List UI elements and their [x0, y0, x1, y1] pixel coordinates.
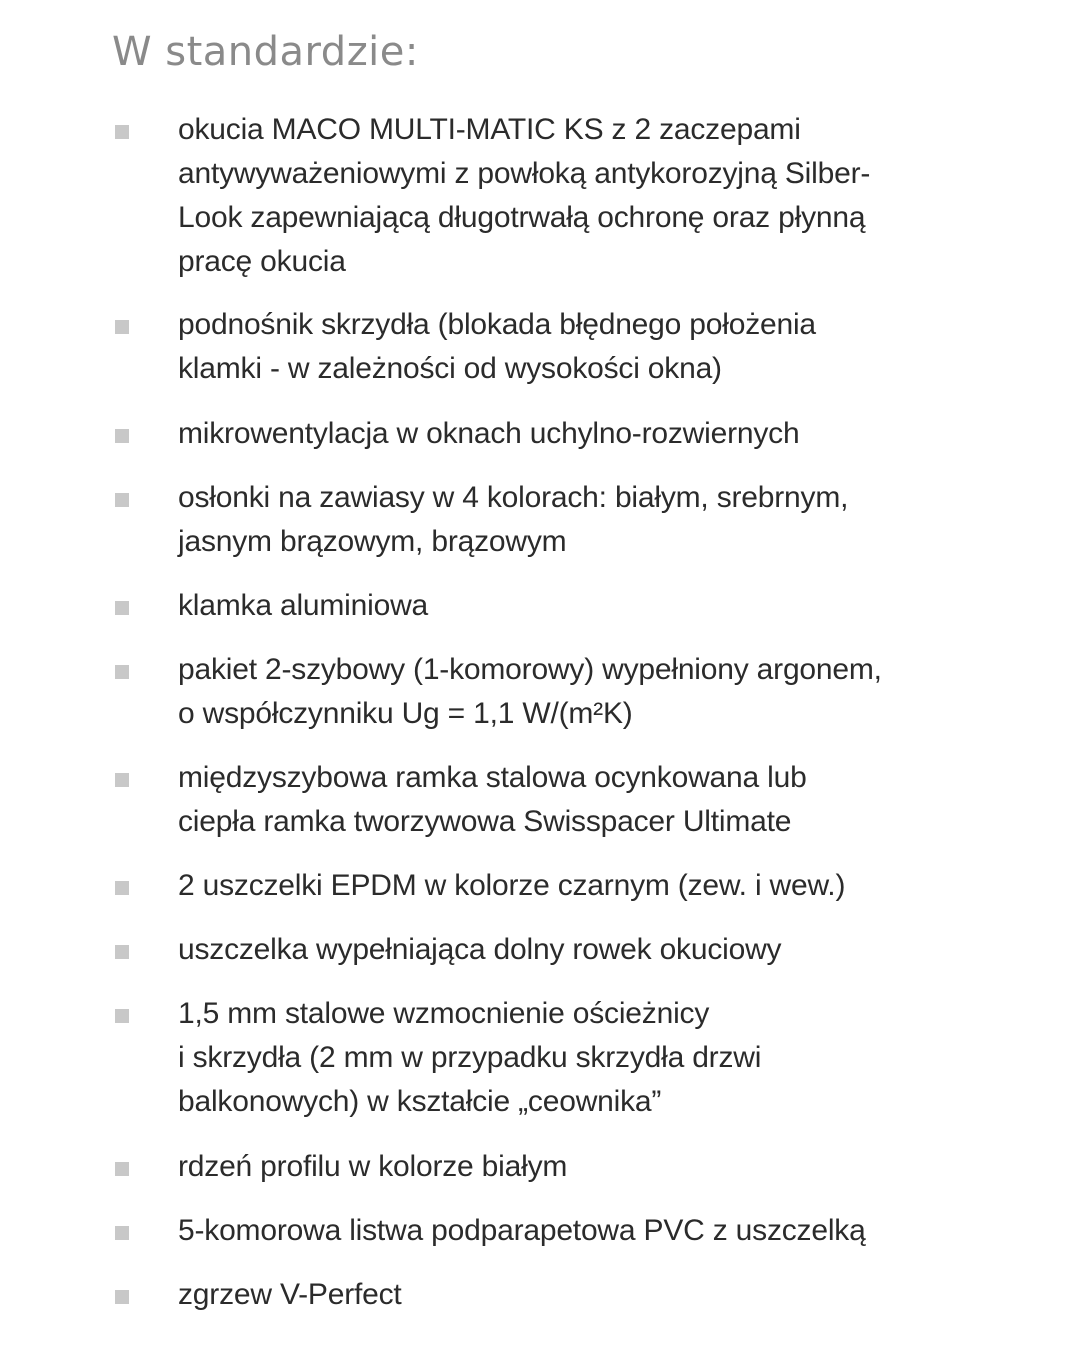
list-item-text: mikrowentylacja w oknach uchylno-rozwiernych	[178, 417, 800, 450]
list-item-text: klamka aluminiowa	[178, 589, 429, 622]
square-bullet-icon	[115, 665, 129, 679]
square-bullet-icon	[115, 429, 129, 443]
page-heading: W standardzie:	[112, 29, 419, 75]
list-item-text: podnośnik skrzydła (blokada błędnego położenia klamki - w zależności od wysokości okna)	[178, 308, 816, 385]
square-bullet-icon	[115, 1162, 129, 1176]
list-item-text: uszczelka wypełniająca dolny rowek okuciowy	[178, 933, 782, 966]
list-item-text: okucia MACO MULTI-MATIC KS z 2 zaczepami antywyważeniowymi z powłoką antykorozyjną Silber- Look zapewniającą długotrwałą ochronę oraz płynną pracę okucia	[178, 113, 871, 278]
square-bullet-icon	[115, 125, 129, 139]
list-item-text: rdzeń profilu w kolorze białym	[178, 1150, 568, 1183]
square-bullet-icon	[115, 320, 129, 334]
square-bullet-icon	[115, 493, 129, 507]
square-bullet-icon	[115, 1290, 129, 1304]
list-item-text: pakiet 2-szybowy (1-komorowy) wypełniony argonem, o współczynniku Ug = 1,1 W/(m²K)	[178, 653, 882, 730]
square-bullet-icon	[115, 601, 129, 615]
list-item-text: 1,5 mm stalowe wzmocnienie ościeżnicy i skrzydła (2 mm w przypadku skrzydła drzwi balkonowych) w kształcie „ceownika”	[178, 997, 762, 1118]
square-bullet-icon	[115, 1226, 129, 1240]
list-item-text: międzyszybowa ramka stalowa ocynkowana lub ciepła ramka tworzywowa Swisspacer Ultimate	[178, 761, 807, 838]
square-bullet-icon	[115, 1009, 129, 1023]
list-item-text: 2 uszczelki EPDM w kolorze czarnym (zew. i wew.)	[178, 869, 846, 902]
list-item-text: osłonki na zawiasy w 4 kolorach: białym, srebrnym, jasnym brązowym, brązowym	[178, 481, 849, 558]
square-bullet-icon	[115, 945, 129, 959]
square-bullet-icon	[115, 773, 129, 787]
list-item-text: 5-komorowa listwa podparapetowa PVC z uszczelką	[178, 1214, 866, 1247]
square-bullet-icon	[115, 881, 129, 895]
list-item-text: zgrzew V-Perfect	[178, 1278, 402, 1311]
